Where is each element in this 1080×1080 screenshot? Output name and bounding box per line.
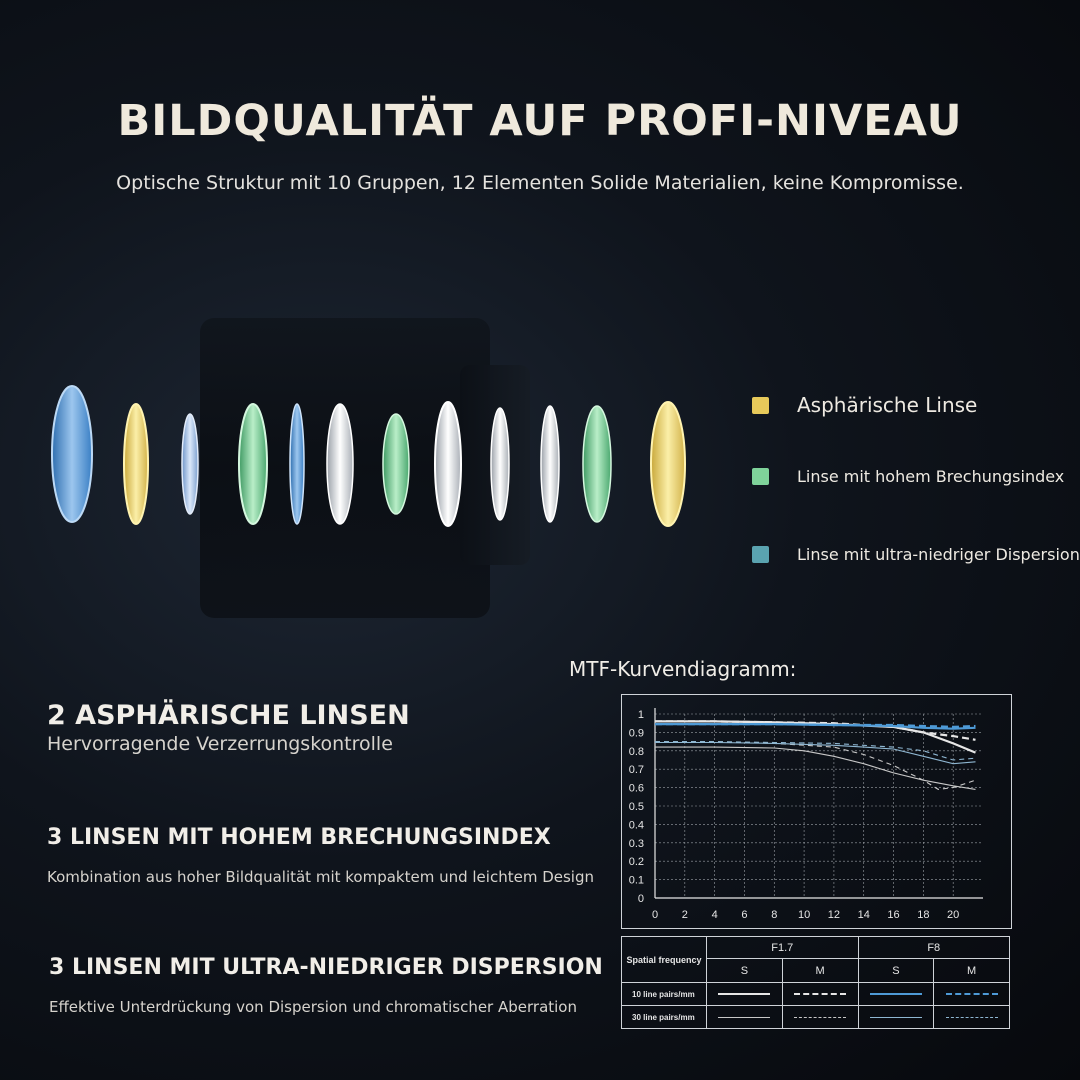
aperture-header-f17: F1.7	[707, 937, 859, 959]
legend-swatch-high-index	[752, 468, 769, 485]
legend-line-f17-s-10	[707, 983, 783, 1006]
orientation-header: S	[858, 959, 934, 983]
legend-line-f17-m-30	[782, 1006, 858, 1029]
feature-text: Hervorragende Verzerrungskontrolle	[47, 733, 393, 755]
legend-swatch-ultra-low-dispersion	[752, 546, 769, 563]
row-label-30lp: 30 line pairs/mm	[622, 1006, 707, 1029]
legend-line-f8-m-10	[934, 983, 1010, 1006]
feature-heading: 2 ASPHÄRISCHE LINSEN	[47, 700, 410, 731]
legend-label: Linse mit ultra-niedriger Dispersion	[797, 545, 1080, 564]
y-tick-label: 0.5	[628, 801, 644, 813]
chart-title: MTF-Kurvendiagramm:	[569, 657, 797, 681]
y-tick-label: 0	[637, 893, 644, 905]
y-tick-label: 0.7	[628, 764, 644, 777]
x-tick-label: 4	[711, 909, 718, 921]
y-tick-label: 1	[637, 709, 644, 721]
feature-heading: 3 LINSEN MIT ULTRA-NIEDRIGER DISPERSION	[49, 955, 603, 980]
lens-element-12	[651, 402, 685, 526]
feature-aspherical	[47, 700, 410, 755]
legend-line-f8-s-30	[858, 1006, 934, 1029]
legend-swatch-aspherical	[752, 397, 769, 414]
legend-item-high-index	[752, 467, 1064, 486]
mtf-series-F17-m-30lp	[655, 742, 976, 790]
row-label-10lp: 10 line pairs/mm	[622, 983, 707, 1006]
y-tick-label: 0.3	[628, 837, 644, 850]
orientation-header: M	[934, 959, 1010, 983]
legend-item-ultra-low-dispersion	[752, 545, 1080, 564]
lens-element-7	[383, 414, 409, 514]
y-tick-label: 0.2	[628, 856, 644, 869]
legend-line-f8-m-30	[934, 1006, 1010, 1029]
lens-element-9	[491, 408, 509, 520]
page-title: BILDQUALITÄT AUF PROFI-NIVEAU	[117, 96, 963, 146]
legend-label: Asphärische Linse	[797, 393, 978, 417]
mtf-series-F17-s-10lp	[655, 721, 976, 752]
lens-element-5	[290, 404, 304, 524]
lens-element-6	[327, 404, 353, 524]
orientation-header: M	[782, 959, 858, 983]
x-tick-label: 8	[771, 909, 778, 921]
x-tick-label: 16	[887, 909, 900, 921]
legend-line-f8-s-10	[858, 983, 934, 1006]
aperture-header-f8: F8	[858, 937, 1010, 959]
spatial-frequency-header: Spatial frequency	[622, 937, 707, 983]
y-tick-label: 0.6	[628, 782, 644, 795]
y-tick-label: 0.9	[628, 727, 644, 740]
x-tick-label: 10	[797, 909, 811, 921]
lens-element-10	[541, 406, 559, 522]
lens-elements-svg	[40, 380, 760, 550]
lens-element-11	[583, 406, 611, 522]
x-tick-label: 18	[917, 909, 930, 921]
lens-element-4	[239, 404, 267, 524]
feature-ultra-low-dispersion	[49, 955, 603, 1016]
legend-line-f17-m-10	[782, 983, 858, 1006]
y-tick-label: 0.8	[628, 745, 644, 758]
lens-element-2	[124, 404, 148, 524]
feature-high-index	[47, 825, 594, 886]
feature-text: Effektive Unterdrückung von Dispersion und chromatischer Aberration	[49, 998, 577, 1016]
legend-item-aspherical	[752, 393, 977, 417]
lens-element-3	[182, 414, 198, 514]
y-tick-label: 0.1	[628, 874, 644, 887]
lens-element-1	[52, 386, 92, 522]
x-tick-label: 20	[947, 909, 960, 921]
legend-label: Linse mit hohem Brechungsindex	[797, 467, 1065, 486]
mtf-legend-table	[621, 936, 1010, 1029]
x-tick-label: 2	[681, 909, 688, 921]
feature-heading: 3 LINSEN MIT HOHEM BRECHUNGSINDEX	[47, 825, 551, 850]
orientation-header: S	[707, 959, 783, 983]
mtf-series-F8-m-10lp	[655, 724, 976, 727]
lens-element-8	[435, 402, 461, 526]
x-tick-label: 6	[741, 909, 748, 921]
y-tick-label: 0.4	[628, 819, 644, 832]
legend-line-f17-s-30	[707, 1006, 783, 1029]
page-subtitle: Optische Struktur mit 10 Gruppen, 12 Elementen Solide Materialien, keine Kompromisse.	[116, 172, 964, 194]
x-tick-label: 0	[651, 909, 659, 921]
x-tick-label: 14	[857, 909, 870, 921]
x-tick-label: 12	[827, 909, 841, 921]
mtf-chart	[621, 694, 1010, 927]
lens-elements-illustration	[40, 380, 760, 550]
feature-text: Kombination aus hoher Bildqualität mit kompaktem und leichtem Design	[47, 868, 594, 886]
